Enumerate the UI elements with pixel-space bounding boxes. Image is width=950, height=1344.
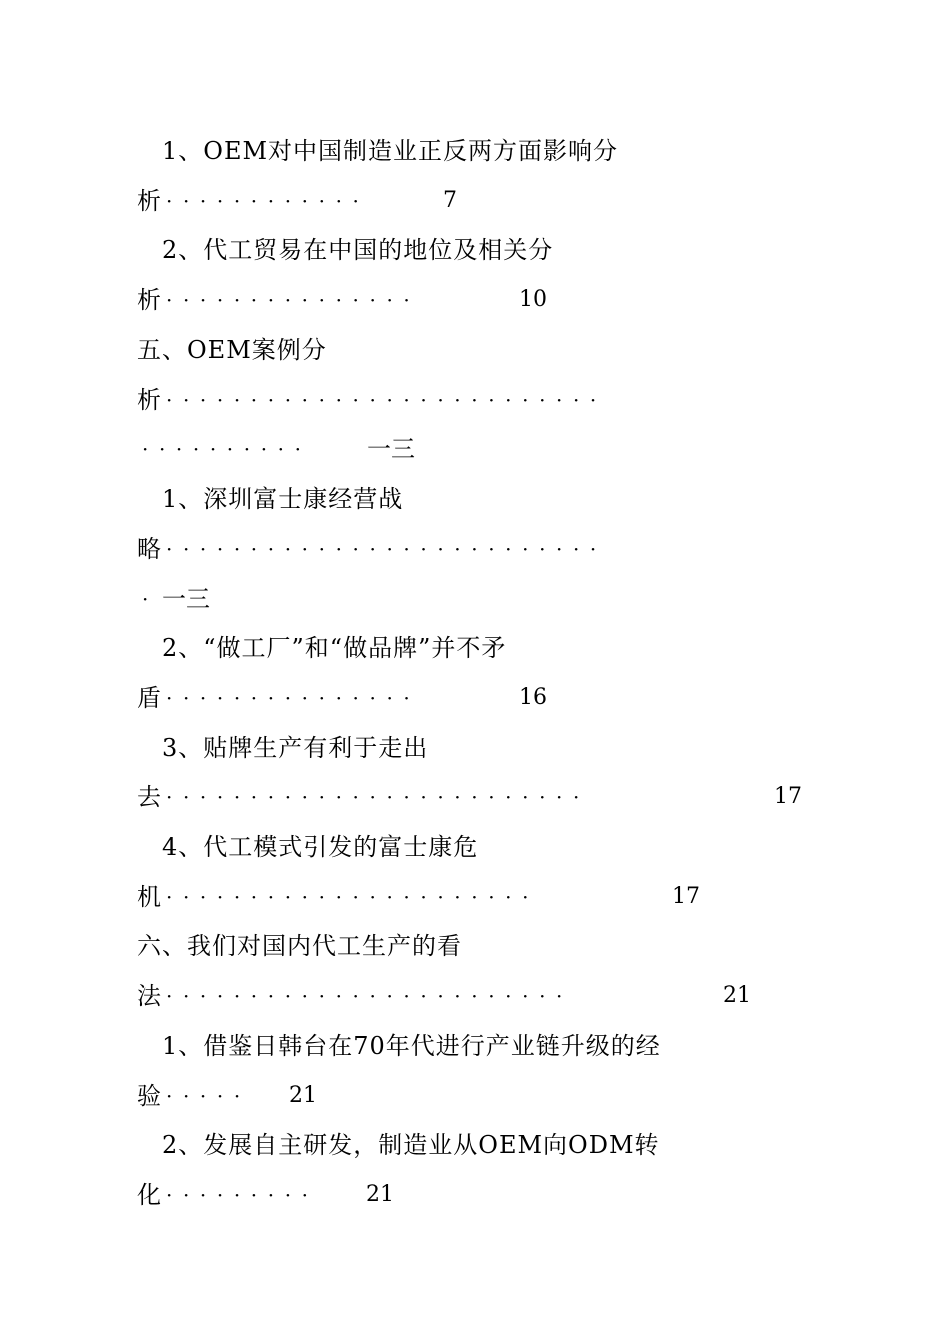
- toc-leader-dots: ··························: [166, 537, 607, 561]
- toc-heading-text: 1、深圳富士康经营战: [162, 485, 404, 513]
- toc-page-number: 21: [366, 1182, 394, 1207]
- toc-entry-lead: 盾: [137, 684, 162, 712]
- toc-page-number: 7: [443, 188, 457, 213]
- toc-heading-text: 2、代工贸易在中国的地位及相关分: [162, 236, 554, 264]
- toc-leader-dots: ··························: [166, 388, 607, 412]
- toc-heading-text: 2、发展自主研发，制造业从OEM向ODM转: [162, 1131, 660, 1159]
- toc-entry: [0, 1175, 950, 1215]
- toc-leader-dots: ···············: [166, 686, 421, 710]
- toc-entry: [0, 877, 950, 917]
- toc-leader-dots: ············: [166, 189, 370, 213]
- toc-page-number: 17: [774, 784, 802, 809]
- toc-entry: [0, 380, 950, 420]
- toc-page-number: 21: [723, 983, 751, 1008]
- toc-entry: [0, 529, 950, 569]
- toc-leader-dots: ························: [166, 984, 573, 1008]
- toc-entry: [0, 678, 950, 718]
- toc-heading-text: 六、我们对国内代工生产的看: [137, 932, 462, 960]
- toc-entry: [0, 1076, 950, 1116]
- toc-entry-lead: 法: [137, 982, 162, 1010]
- toc-heading: [0, 1125, 950, 1165]
- toc-entry: [0, 976, 950, 1016]
- toc-heading-text: 1、借鉴日韩台在70年代进行产业链升级的经: [162, 1032, 661, 1060]
- toc-heading-text: 3、贴牌生产有利于走出: [162, 734, 429, 762]
- toc-heading: [0, 628, 950, 668]
- toc-heading: [0, 728, 950, 768]
- toc-entry-lead: 去: [137, 783, 162, 811]
- toc-entry: [0, 429, 950, 469]
- toc-page-number: 10: [519, 287, 547, 312]
- toc-entry: [0, 181, 950, 221]
- toc-leader-dots: ···············: [166, 288, 421, 312]
- toc-heading: [0, 1026, 950, 1066]
- toc-leader-dots: ······················: [166, 885, 540, 909]
- toc-heading: [0, 230, 950, 270]
- toc-heading-text: 4、代工模式引发的富士康危: [162, 833, 479, 861]
- toc-heading: [0, 827, 950, 867]
- toc-heading-text: 2、“做工厂”和“做品牌”并不矛: [162, 634, 507, 662]
- toc-entry-lead: 化: [137, 1181, 162, 1209]
- toc-leader-dots: ·····: [166, 1084, 251, 1108]
- toc-entry-lead: 机: [137, 883, 162, 911]
- toc-entry: [0, 280, 950, 320]
- toc-page-number: 16: [519, 685, 547, 710]
- toc-entry-lead: 析: [137, 386, 162, 414]
- toc-leader-dots: ·: [142, 587, 159, 611]
- toc-entry-lead: 析: [137, 187, 162, 215]
- toc-leader-dots: ··········: [142, 437, 312, 461]
- toc-leader-dots: ·········: [166, 1183, 319, 1207]
- toc-page-number: 21: [289, 1083, 317, 1108]
- toc-page-number: 一三: [367, 435, 415, 463]
- toc-entry: [0, 579, 950, 619]
- toc-heading-text: 五、OEM案例分: [137, 336, 327, 364]
- toc-entry: [0, 777, 950, 817]
- toc-leader-dots: ·························: [166, 785, 590, 809]
- toc-page-number: 一三: [162, 585, 210, 613]
- toc-heading: [0, 131, 950, 171]
- toc-entry-lead: 验: [137, 1082, 162, 1110]
- toc-entry-lead: 析: [137, 286, 162, 314]
- toc-heading: [0, 926, 950, 966]
- toc-heading-text: 1、OEM对中国制造业正反两方面影响分: [162, 137, 619, 165]
- toc-page-number: 17: [672, 884, 700, 909]
- toc-entry-lead: 略: [137, 535, 162, 563]
- toc-heading: [0, 330, 950, 370]
- toc-heading: [0, 479, 950, 519]
